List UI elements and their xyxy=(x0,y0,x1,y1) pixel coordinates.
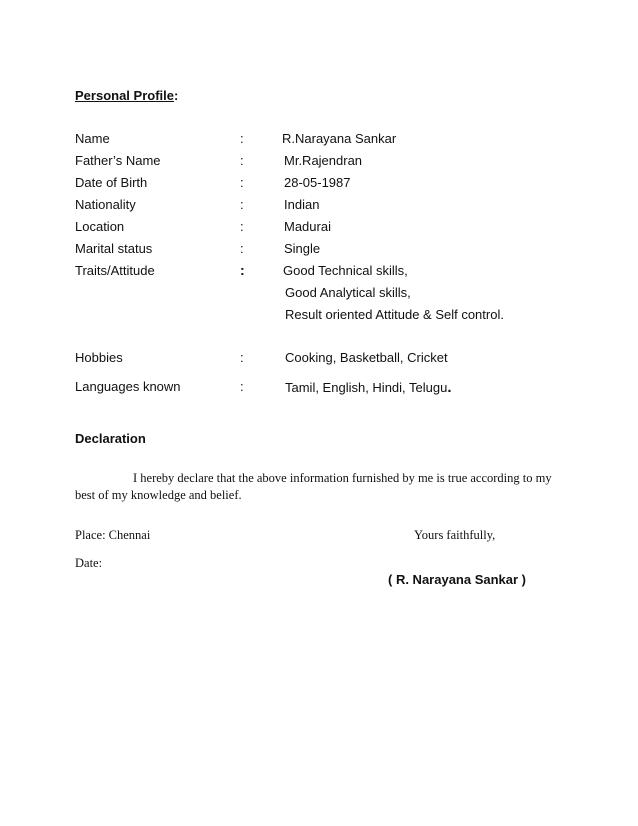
profile-label-hobbies: Hobbies xyxy=(75,350,123,365)
profile-value-languages-period: . xyxy=(447,379,452,396)
profile-colon-name: : xyxy=(240,131,244,146)
profile-colon-nationality: : xyxy=(240,197,244,212)
profile-value-traits-line-2: Good Analytical skills, xyxy=(285,285,411,300)
profile-colon-location: : xyxy=(240,219,244,234)
profile-value-marital-status: Single xyxy=(284,241,321,256)
declaration-closing: Yours faithfully, xyxy=(414,528,496,542)
declaration-place: Place: Chennai xyxy=(75,528,151,542)
profile-colon-marital-status: : xyxy=(240,241,244,256)
profile-label-fathers-name: Father’s Name xyxy=(75,153,161,168)
declaration-text: I hereby declare that the above information furnished by me is true according to my best of my knowledge and belief. xyxy=(75,471,552,502)
profile-value-name: R.Narayana Sankar xyxy=(282,131,397,146)
profile-label-nationality: Nationality xyxy=(75,197,136,212)
declaration-heading: Declaration xyxy=(75,431,146,446)
profile-label-date-of-birth: Date of Birth xyxy=(75,175,148,190)
personal-profile-heading-colon: : xyxy=(173,88,179,103)
profile-label-traits: Traits/Attitude xyxy=(75,263,155,278)
profile-value-traits: Good Technical skills, xyxy=(283,263,408,278)
profile-value-fathers-name: Mr.Rajendran xyxy=(284,153,363,168)
profile-value-nationality: Indian xyxy=(284,197,320,212)
personal-profile-heading xyxy=(75,88,178,103)
personal-profile-heading-text: Personal Profile xyxy=(75,88,174,103)
profile-value-hobbies: Cooking, Basketball, Cricket xyxy=(285,350,448,365)
profile-value-traits-line-3: Result oriented Attitude & Self control. xyxy=(285,307,504,322)
profile-value-location: Madurai xyxy=(284,219,331,234)
profile-colon-date-of-birth: : xyxy=(240,175,244,190)
profile-label-languages: Languages known xyxy=(75,379,181,394)
profile-label-marital-status: Marital status xyxy=(75,241,153,256)
declaration-signature: ( R. Narayana Sankar ) xyxy=(388,572,527,587)
profile-label-name: Name xyxy=(75,131,110,146)
profile-value-languages xyxy=(285,379,452,396)
profile-colon-traits: : xyxy=(240,262,245,278)
profile-value-languages-text: Tamil, English, Hindi, Telugu xyxy=(285,380,448,395)
profile-colon-fathers-name: : xyxy=(240,153,244,168)
profile-colon-hobbies: : xyxy=(240,350,244,365)
declaration-date: Date: xyxy=(75,556,103,570)
profile-colon-languages: : xyxy=(240,379,244,394)
profile-value-date-of-birth: 28-05-1987 xyxy=(284,175,351,190)
profile-label-location: Location xyxy=(75,219,125,234)
